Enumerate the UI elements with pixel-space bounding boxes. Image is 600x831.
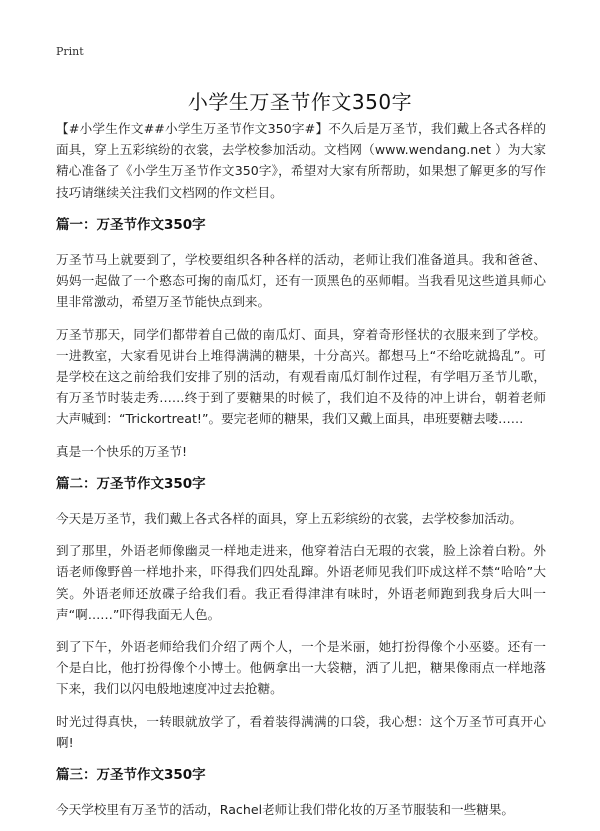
intro-paragraph: 【#小学生作文##小学生万圣节作文350字#】不久后是万圣节，我们戴上各式各样的面具，穿上五彩缤纷的衣裳，去学校参加活动。文档网（www.wendang.net ）为大家精心准备了《小学生万圣节作文350字》，希望对大家有所帮助，如果想了解更多的写作技巧请继续关注我们文档网的作文栏目。 [56, 121, 546, 200]
print-label: Print [56, 45, 84, 58]
section-1-paragraph: 万圣节那天，同学们都带着自己做的南瓜灯、面具，穿着奇形怪状的衣服来到了学校。一进教室，大家看见讲台上堆得满满的糖果，十分高兴。都想马上“不给吃就捣乱”。可是学校在这之前给我们安排了别的活动，有观看南瓜灯制作过程，有学唱万圣节儿歌，有万圣节时装走秀……终于到了要糖果的时候了，我们迫不及待的冲上讲台，朝着老师大声喊到：“Trickortreat!”。要完老师的糖果，我们又戴上面具，串班要糖去喽…… [56, 326, 546, 427]
section-2-paragraph: 到了那里，外语老师像幽灵一样地走进来，他穿着洁白无瑕的衣裳，脸上涂着白粉。外语老师像野兽一样地扑来，吓得我们四处乱蹿。外语老师见我们吓成这样不禁“哈哈”大笑。外语老师还放碟子给我们看。我正看得津津有味时，外语老师跑到我身后大叫一声“啊……”吓得我面无人色。 [56, 543, 546, 622]
section-1-paragraph: 真是一个快乐的万圣节! [56, 443, 187, 459]
section-1-paragraph: 万圣节马上就要到了，学校要组织各种各样的活动，老师让我们准备道具。我和爸爸、妈妈一起做了一个憨态可掬的南瓜灯，还有一顶黑色的巫师帽。当我看见这些道具师心里非常激动，希望万圣节能快点到来。 [56, 252, 546, 310]
page-title: 小学生万圣节作文350字 [187, 90, 413, 114]
section-1-heading: 篇一：万圣节作文350字 [56, 216, 206, 233]
section-3-paragraph: 今天学校里有万圣节的活动，Rachel老师让我们带化妆的万圣节服装和一些糖果。 [56, 802, 514, 818]
article-body [56, 118, 546, 831]
section-2-paragraph: 时光过得真快，一转眼就放学了，看着装得满满的口袋，我心想：这个万圣节可真开心啊! [56, 713, 546, 750]
section-2-paragraph: 到了下午，外语老师给我们介绍了两个人，一个是米丽，她打扮得像个小巫婆。还有一个是白比，他打扮得像个小博士。他俩拿出一大袋糖，洒了儿把，糖果像雨点一样地落下来，我们以闪电般地速度冲过去抢糖。 [56, 639, 546, 697]
section-3-heading: 篇三：万圣节作文350字 [56, 767, 206, 784]
section-2-paragraph: 今天是万圣节，我们戴上各式各样的面具，穿上五彩缤纷的衣裳，去学校参加活动。 [56, 511, 522, 527]
section-2-heading: 篇二：万圣节作文350字 [56, 475, 206, 492]
